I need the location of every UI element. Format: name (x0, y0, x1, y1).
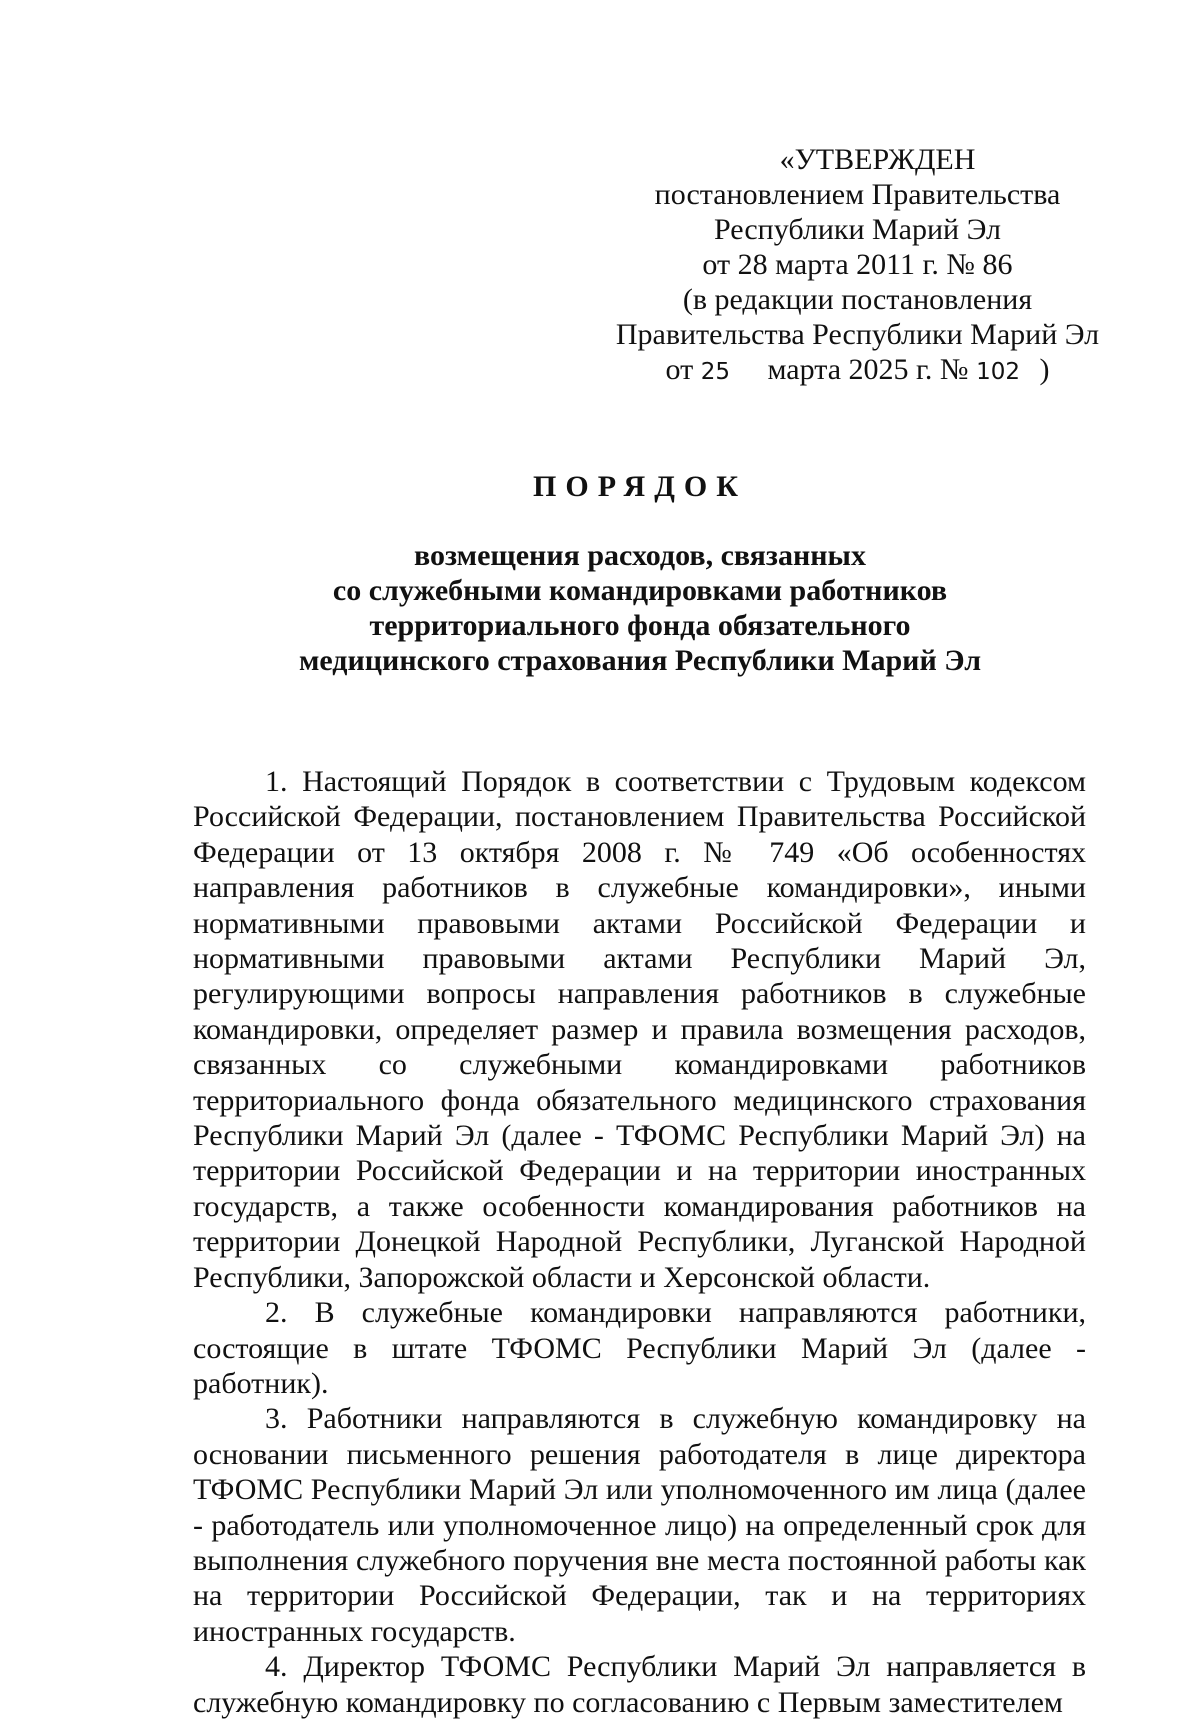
subtitle-line-4: медицинского страхования Республики Марий Эл (298, 644, 982, 677)
document-subtitle (200, 538, 1080, 678)
edition-suffix: ) (1039, 353, 1050, 386)
paragraph-4: 4. Директор ТФОМС Республики Марий Эл направляется в служебную командировку по согласованию с Первым заместителем (193, 1650, 1086, 1719)
approval-line-2: постановлением Правительства (654, 178, 1061, 211)
subtitle-line-1: возмещения расходов, связанных (414, 539, 866, 572)
approval-stamp-block (600, 142, 1115, 390)
approval-line-4: от 28 марта 2011 г. № 86 (702, 248, 1013, 281)
edition-number: 102 (976, 359, 1020, 385)
subtitle-line-3: территориального фонда обязательного (369, 609, 911, 642)
approval-line-5: (в редакции постановления (682, 283, 1033, 316)
document-title: ПОРЯДОК (533, 470, 747, 503)
edition-prefix: от (665, 353, 694, 386)
paragraph-1: 1. Настоящий Порядок в соответствии с Трудовым кодексом Российской Федерации, постановлением Правительства Российской Федерации от 13 октября 2008 г. № 749 «Об особенностях направления работников в служебные командировки», иными нормативными правовыми актами Российской Федерации и нормативными правовыми актами Республики Марий Эл, регулирующими вопросы направления работников в служебные командировки, определяет размер и правила возмещения расходов, связанных со служебными командировками работников территориального фонда обязательного медицинского страхования Республики Марий Эл (далее - ТФОМС Республики Марий Эл) на территории Российской Федерации и на территории иностранных государств, а также особенности командирования работников на территории Донецкой Народной Республики, Луганской Народной Республики, Запорожской области и Херсонской области. (193, 765, 1086, 1294)
edition-day: 25 (700, 359, 731, 385)
approval-line-3: Республики Марий Эл (714, 213, 1001, 246)
approval-edition-line (600, 352, 1115, 390)
document-body (193, 764, 1086, 1720)
approval-line-6: Правительства Республики Марий Эл (615, 318, 1100, 351)
paragraph-2: 2. В служебные командировки направляются работники, состоящие в штате ТФОМС Республики Марий Эл (далее - работник). (193, 1296, 1086, 1400)
paragraph-3: 3. Работники направляются в служебную командировку на основании письменного решения работодателя в лице директора ТФОМС Республики Марий Эл или уполномоченного им лица (далее - работодатель или уполномоченное лицо) на определенный срок для выполнения служебного поручения вне места постоянной работы как на территории Российской Федерации, так и на территориях иностранных государств. (193, 1402, 1086, 1648)
approval-line-1: «УТВЕРЖДЕН (779, 143, 976, 176)
edition-middle: марта 2025 г. № (767, 353, 969, 386)
subtitle-line-2: со служебными командировками работников (332, 574, 948, 607)
